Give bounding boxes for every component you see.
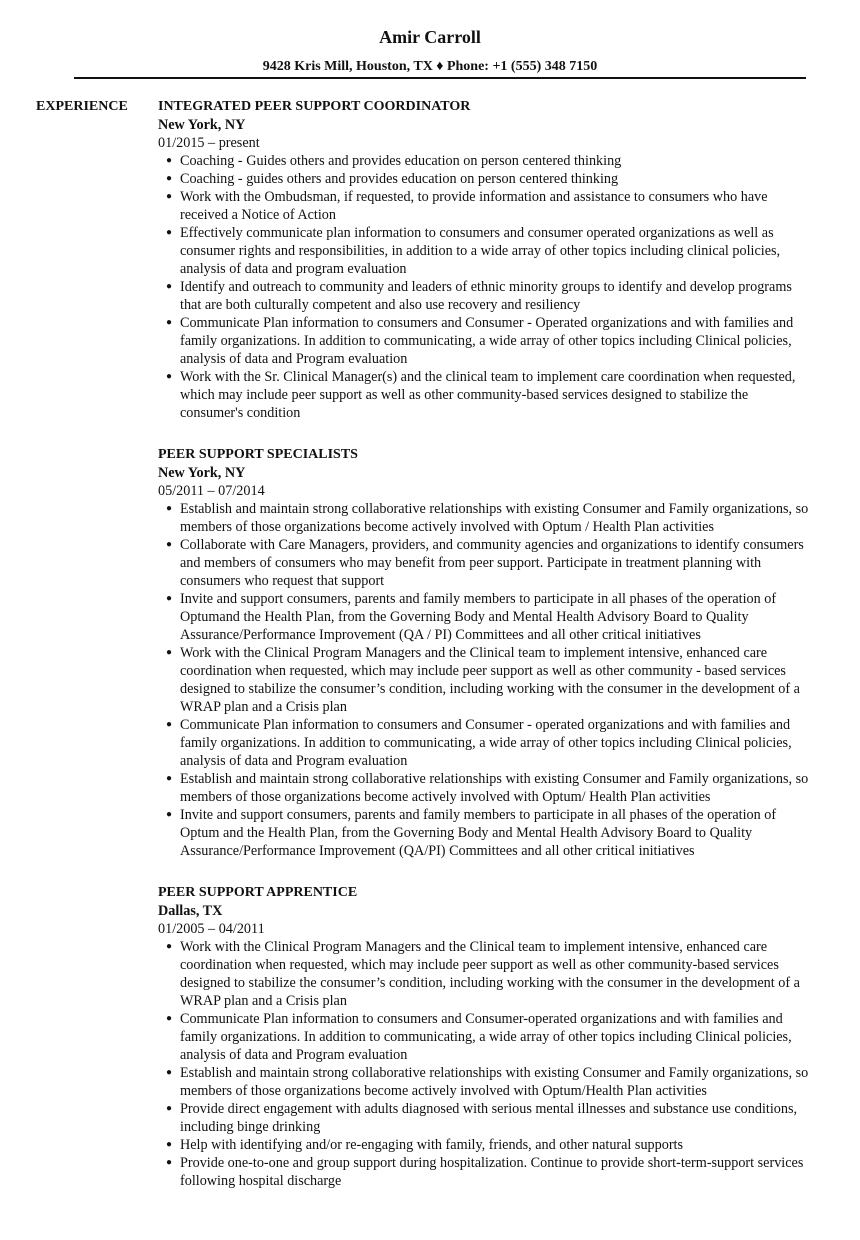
bullet-text: Work with the Ombudsman, if requested, to provide information and assistance to consumers who have received a Notice of Action <box>180 189 768 223</box>
job-dates: 01/2015 – present <box>158 135 260 151</box>
bullet-item <box>158 590 812 644</box>
bullet-icon: ● <box>166 773 173 784</box>
bullet-text: Invite and support consumers, parents and family members to participate in all phases of the operation of Optumand the Health Plan, from the Governing Body and Mental Health Advisory Board to Quality Assurance/Performance Improvement (QA / PI) Committees and all other critical initiatives <box>180 591 777 643</box>
bullet-item <box>158 278 812 314</box>
job-title: PEER SUPPORT SPECIALISTS <box>158 447 358 462</box>
bullet-item <box>158 500 812 536</box>
bullet-item <box>158 716 812 770</box>
bullet-icon: ● <box>166 371 173 382</box>
bullet-icon: ● <box>166 1157 173 1168</box>
bullet-item <box>158 1154 812 1190</box>
bullet-icon: ● <box>166 941 173 952</box>
bullet-icon: ● <box>166 1139 173 1150</box>
bullet-text: Establish and maintain strong collaborative relationships with existing Consumer and Family organizations, so members of those organizations become actively involved with Optum / Health Plan activities <box>180 501 809 535</box>
bullet-text: Communicate Plan information to consumers and Consumer - operated organizations and with families and family organizations. In addition to communicating, a wide array of other topics including Clinical policies, analysis of data and Program evaluation <box>180 717 792 769</box>
job-location: Dallas, TX <box>158 903 223 919</box>
experience-list <box>158 98 818 1214</box>
bullet-text: Work with the Sr. Clinical Manager(s) and the clinical team to implement care coordination when requested, which may include peer support as well as other community-based services designed to stabilize the consumer's condition <box>180 369 796 421</box>
bullet-item <box>158 806 812 860</box>
job-title: PEER SUPPORT APPRENTICE <box>158 885 358 900</box>
bullet-item <box>158 644 812 716</box>
job-bullets <box>158 938 818 1190</box>
bullet-text: Identify and outreach to community and leaders of ethnic minority groups to identify and develop programs that are both culturally competent and also use recovery and resiliency <box>180 279 792 313</box>
bullet-item <box>158 938 812 1010</box>
bullet-icon: ● <box>166 1067 173 1078</box>
bullet-item <box>158 188 812 224</box>
bullet-text: Establish and maintain strong collaborative relationships with existing Consumer and Family organizations, so members of those organizations become actively involved with Optum/ Health Plan activities <box>180 771 809 805</box>
bullet-icon: ● <box>166 317 173 328</box>
bullet-item <box>158 368 812 422</box>
bullet-text: Provide one-to-one and group support during hospitalization. Continue to provide short-term-support services following hospital discharge <box>180 1155 804 1189</box>
bullet-text: Communicate Plan information to consumers and Consumer-operated organizations and with families and family organizations. In addition to communicating, a wide array of other topics including Clinical policies, analysis of data and Program evaluation <box>180 1011 792 1063</box>
bullet-icon: ● <box>166 191 173 202</box>
bullet-icon: ● <box>166 593 173 604</box>
job-bullets <box>158 152 818 422</box>
bullet-icon: ● <box>166 503 173 514</box>
bullet-item <box>158 770 812 806</box>
bullet-icon: ● <box>166 539 173 550</box>
bullet-text: Collaborate with Care Managers, providers, and community agencies and organizations to identify consumers and members of consumers who may benefit from peer support. Participate in treatment planning with consumers who request that support <box>180 537 804 589</box>
bullet-item <box>158 536 812 590</box>
bullet-text: Provide direct engagement with adults diagnosed with serious mental illnesses and substance use conditions, including binge drinking <box>180 1101 798 1135</box>
bullet-icon: ● <box>166 1013 173 1024</box>
bullet-item <box>158 1010 812 1064</box>
bullet-text: Coaching - Guides others and provides education on person centered thinking <box>180 153 622 169</box>
job-entry <box>158 884 818 1190</box>
job-location: New York, NY <box>158 465 246 481</box>
bullet-icon: ● <box>166 809 173 820</box>
bullet-text: Effectively communicate plan information to consumers and consumer operated organizations as well as consumer rights and responsibilities, in addition to a wide array of other topics including clinical policies, analysis of data and program evaluation <box>180 225 781 277</box>
candidate-name: Amir Carroll <box>379 27 481 47</box>
job-entry <box>158 446 818 860</box>
bullet-text: Establish and maintain strong collaborative relationships with existing Consumer and Family organizations, so members of those organizations become actively involved with Optum/Health Plan activities <box>180 1065 809 1099</box>
bullet-text: Invite and support consumers, parents and family members to participate in all phases of the operation of Optum and the Health Plan, from the Governing Body and Mental Health Advisory Board to Quality Assurance/Performance Improvement (QA/PI) Committees and all other critical initiatives <box>180 807 777 859</box>
bullet-item <box>158 152 812 170</box>
bullet-text: Work with the Clinical Program Managers and the Clinical team to implement intensive, enhanced care coordination when requested, which may include peer support as well as other community - based services designed to stabilize the consumer’s condition, including working with the consumer in the development of a WRAP plan and a Crisis plan <box>180 645 800 715</box>
bullet-text: Help with identifying and/or re-engaging with family, friends, and other natural supports <box>180 1137 684 1153</box>
header-divider <box>74 77 806 79</box>
bullet-icon: ● <box>166 719 173 730</box>
bullet-icon: ● <box>166 155 173 166</box>
job-entry <box>158 98 818 422</box>
bullet-icon: ● <box>166 281 173 292</box>
bullet-icon: ● <box>166 173 173 184</box>
job-dates: 05/2011 – 07/2014 <box>158 483 265 499</box>
bullet-text: Coaching - guides others and provides education on person centered thinking <box>180 171 619 187</box>
bullet-text: Communicate Plan information to consumers and Consumer - Operated organizations and with families and family organizations. In addition to communicating, a wide array of other topics including Clinical policies, analysis of data and Program evaluation <box>180 315 794 367</box>
bullet-item <box>158 1064 812 1100</box>
bullet-text: Work with the Clinical Program Managers and the Clinical team to implement intensive, enhanced care coordination when requested, which may include peer support as well as other community-based services designed to stabilize the consumer’s condition, including working with the consumer in the development of a WRAP plan and a Crisis plan <box>180 939 800 1009</box>
bullet-item <box>158 170 812 188</box>
bullet-icon: ● <box>166 1103 173 1114</box>
bullet-icon: ● <box>166 647 173 658</box>
contact-line: 9428 Kris Mill, Houston, TX ♦ Phone: +1 (555) 348 7150 <box>262 59 598 74</box>
job-dates: 01/2005 – 04/2011 <box>158 921 265 937</box>
job-title: INTEGRATED PEER SUPPORT COORDINATOR <box>158 99 471 114</box>
bullet-item <box>158 1100 812 1136</box>
bullet-icon: ● <box>166 227 173 238</box>
job-location: New York, NY <box>158 117 246 133</box>
bullet-item <box>158 224 812 278</box>
bullet-item <box>158 1136 812 1154</box>
bullet-item <box>158 314 812 368</box>
job-bullets <box>158 500 818 860</box>
section-label-experience: EXPERIENCE <box>36 99 128 114</box>
